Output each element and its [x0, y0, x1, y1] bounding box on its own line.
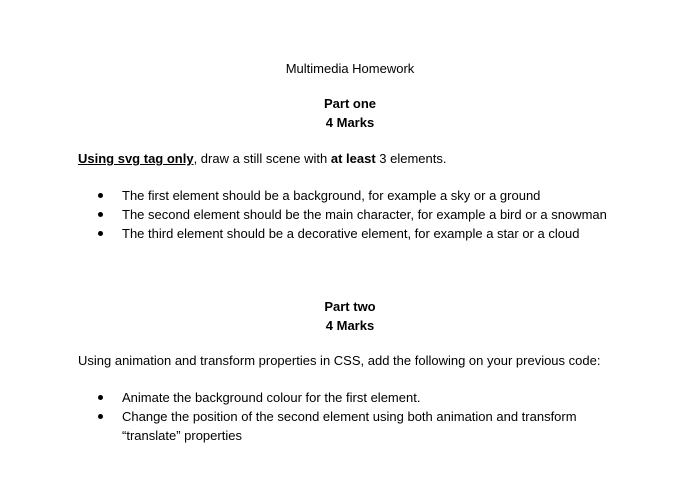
part-one-intro-end: 3 elements.: [375, 151, 447, 166]
part-one-heading: Part one: [323, 96, 376, 111]
bullet-icon: [98, 193, 103, 198]
document-title: Multimedia Homework: [285, 61, 415, 76]
bullet-text: The third element should be a decorative element, for example a star or a cloud: [122, 226, 580, 241]
part-two-heading: Part two: [324, 299, 376, 314]
bullet-text: The first element should be a background, for example a sky or a ground: [122, 188, 541, 203]
bullet-icon: [98, 212, 103, 217]
bullet-text: The second element should be the main character, for example a bird or a snowman: [122, 207, 607, 222]
part-one-intro-bold: at least: [330, 151, 376, 166]
bullet-text: Change the position of the second element using both animation and transform: [122, 409, 577, 424]
part-one-marks: 4 Marks: [325, 115, 375, 130]
bullet-text: Animate the background colour for the first element.: [122, 390, 421, 405]
bullet-icon: [98, 414, 103, 419]
part-two-marks: 4 Marks: [325, 318, 375, 333]
part-two-intro: Using animation and transform properties in CSS, add the following on your previous code:: [78, 353, 601, 368]
part-one-intro-underlined: Using svg tag only: [78, 151, 194, 166]
part-one-intro-middle: , draw a still scene with: [193, 151, 331, 166]
bullet-text-continuation: “translate” properties: [122, 428, 242, 443]
part-one-intro: [78, 150, 447, 167]
bullet-icon: [98, 395, 103, 400]
bullet-icon: [98, 231, 103, 236]
